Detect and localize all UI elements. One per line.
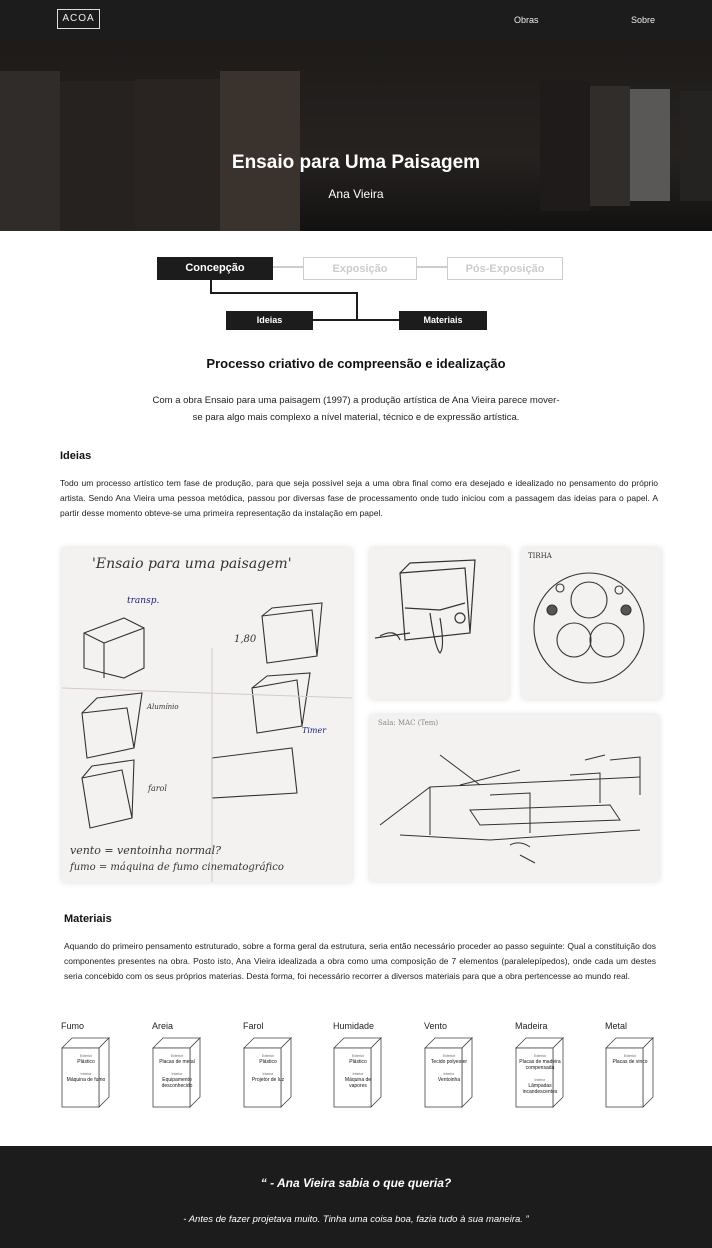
- material-box: [424, 1037, 482, 1111]
- sketch-label: Sala: MAC (Tem): [378, 719, 439, 727]
- ideias-text: Todo um processo artístico tem fase de produção, para que seja possível seja a uma obra final como era desejado e idealizado no pensamento do próprio artista. Sendo Ana Vieira uma pessoa metódica, passou por diversas fase de processamento onde tudo iniciou com a passagem das ideias para o papel. A partir desse momento obteve-se uma primeira representação da instalação em papel.: [60, 478, 658, 518]
- material-int-label: Interior: [352, 1072, 364, 1076]
- sketch-label: Timer: [302, 726, 327, 735]
- material-exterior: Placas de madeira compensada: [519, 1059, 561, 1071]
- sketch-room-drawing: [370, 715, 659, 881]
- nav-link-sobre[interactable]: Sobre: [631, 15, 656, 25]
- stepper-branch-line: [356, 292, 358, 320]
- material-interior: Ventoinha: [437, 1077, 461, 1083]
- sketch-label: transp.: [127, 596, 160, 606]
- sketch-title-text: 'Ensaio para uma paisagem': [92, 556, 292, 572]
- material-int-label: Interior: [443, 1072, 455, 1076]
- materiais-heading: Materiais: [64, 913, 112, 925]
- material-exterior: Placas de vinco: [612, 1059, 648, 1065]
- material-exterior: Plástico: [77, 1059, 95, 1065]
- material-item: [515, 1019, 575, 1111]
- substep-ideias[interactable]: Ideias: [226, 311, 313, 330]
- material-item: [333, 1019, 393, 1111]
- material-box: [61, 1037, 119, 1111]
- material-item: [152, 1019, 212, 1111]
- sketch-label: TIRHA: [528, 552, 552, 560]
- sketch-circular-plan[interactable]: [522, 548, 661, 699]
- material-interior: Lâmpadas incandescentes: [522, 1083, 558, 1095]
- hero-background-image: [0, 41, 712, 231]
- nav-link-obras[interactable]: Obras: [514, 15, 539, 25]
- site-logo[interactable]: ACOA: [57, 9, 100, 29]
- hero-title: Ensaio para Uma Paisagem: [231, 152, 481, 173]
- process-intro-line-2: se para algo mais complexo a nível material, técnico e de expressão artística.: [192, 412, 520, 423]
- material-ext-label: Exterior: [442, 1054, 456, 1058]
- material-item: [243, 1019, 303, 1111]
- hero-artist: Ana Vieira: [328, 187, 384, 201]
- footer-quote-section: [0, 1146, 712, 1248]
- sketch-main[interactable]: [62, 548, 352, 882]
- stepper-branch-line: [210, 292, 358, 294]
- material-box: [515, 1037, 573, 1111]
- material-ext-label: Exterior: [351, 1054, 365, 1058]
- material-item: [424, 1019, 484, 1111]
- step-pos-exposicao[interactable]: Pós-Exposição: [447, 257, 563, 280]
- sketch-label: Alumínio: [147, 703, 179, 711]
- sketch-note-line-2: fumo = máquina de fumo cinematográfico: [70, 862, 284, 873]
- material-ext-label: Exterior: [533, 1054, 547, 1058]
- step-exposicao[interactable]: Exposição: [303, 257, 417, 280]
- material-exterior: Placas de metal: [159, 1059, 195, 1065]
- sketch-installation[interactable]: [370, 548, 509, 699]
- hero-banner: [0, 41, 712, 231]
- material-int-label: Interior: [80, 1072, 92, 1076]
- material-int-label: Interior: [534, 1078, 546, 1082]
- material-exterior: Tecido polyester: [430, 1059, 468, 1065]
- material-int-label: Interior: [171, 1072, 183, 1076]
- sketch-note-line-1: vento = ventoinha normal?: [70, 844, 222, 857]
- material-exterior: Plástico: [259, 1059, 277, 1065]
- material-box: [605, 1037, 663, 1111]
- sketch-installation-drawing: [370, 548, 509, 699]
- material-name: Humidade: [333, 1021, 375, 1031]
- sketch-label: 1,80: [234, 634, 257, 645]
- top-nav: [0, 0, 712, 41]
- material-ext-label: Exterior: [261, 1054, 275, 1058]
- material-box: [243, 1037, 301, 1111]
- material-name: Vento: [424, 1021, 448, 1031]
- stepper-branch-line: [312, 319, 400, 321]
- material-interior: Equipamento desconhecido: [161, 1077, 193, 1089]
- ideias-heading: Ideias: [60, 450, 92, 462]
- material-ext-label: Exterior: [170, 1054, 184, 1058]
- material-int-label: Interior: [262, 1072, 274, 1076]
- substep-materiais[interactable]: Materiais: [399, 311, 487, 330]
- material-name: Areia: [152, 1021, 174, 1031]
- step-concepcao[interactable]: Concepção: [157, 257, 273, 280]
- materiais-text: Aquando do primeiro pensamento estruturado, sobre a forma geral da estrutura, seria então necessário proceder ao passo seguinte: Qual a constituição dos componentes presentes na obra. Posto isto, Ana Vieira idealizada a obra como uma composição de 7 elementos (paralelepípedos), onde cada um destes seria concebido com os seus próprios materias. Desta forma, foi necessário recorrer a diversos materiais para que a obra pertencesse ao mundo real.: [64, 941, 656, 981]
- material-exterior: Plástico: [349, 1059, 367, 1065]
- stepper-connector: [273, 266, 304, 268]
- sketch-label: farol: [148, 784, 167, 793]
- material-interior: Máquina de fumo: [66, 1077, 106, 1083]
- sketch-main-drawing: [62, 548, 352, 882]
- footer-answer: - Antes de fazer projetava muito. Tinha uma coisa boa, fazia tudo à sua maneira. ”: [183, 1214, 529, 1225]
- sketch-room-perspective[interactable]: [370, 715, 659, 881]
- material-interior: Projetor de luz: [251, 1077, 285, 1083]
- material-box: [333, 1037, 391, 1111]
- sketch-circular-drawing: [522, 548, 661, 699]
- material-ext-label: Exterior: [623, 1054, 637, 1058]
- material-name: Metal: [605, 1021, 628, 1031]
- stepper-connector: [417, 266, 448, 268]
- material-box-drawing: [605, 1037, 663, 1111]
- process-heading: Processo criativo de compreensão e idealização: [206, 356, 506, 371]
- material-box: [152, 1037, 210, 1111]
- material-item: [61, 1019, 121, 1111]
- material-name: Farol: [243, 1021, 264, 1031]
- material-name: Fumo: [61, 1021, 85, 1031]
- material-interior: Máquina de vapores: [344, 1077, 372, 1089]
- material-name: Madeira: [515, 1021, 548, 1031]
- material-ext-label: Exterior: [79, 1054, 93, 1058]
- process-intro-line-1: Com a obra Ensaio para uma paisagem (1997) a produção artística de Ana Vieira parece mover-: [152, 395, 560, 406]
- material-item: [605, 1019, 665, 1111]
- footer-quote: “ - Ana Vieira sabia o que queria?: [260, 1176, 452, 1190]
